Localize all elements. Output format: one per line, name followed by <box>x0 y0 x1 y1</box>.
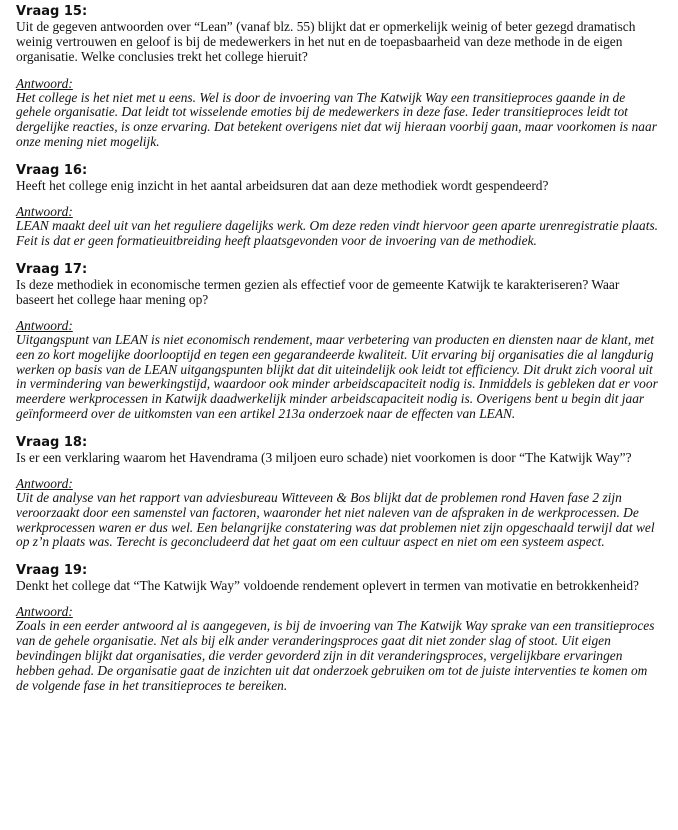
answer-label: Antwoord: <box>16 604 73 620</box>
question-text: Uit de gegeven antwoorden over “Lean” (vanaf blz. 55) blijkt dat er opmerkelijk weinig of beter gezegd dramatisch weinig vertrouwen en geloof is bij de medewerkers in het nut en de toepasbaarheid van deze methode in de eigen organisatie. Welke conclusies trekt het college hieruit? <box>16 19 636 65</box>
answer-text: Uit de analyse van het rapport van adviesbureau Witteveen & Bos blijkt dat de problemen rond Haven fase 2 zijn veroorzaakt door een samenstel van factoren, waaronder het niet naleven van de afspraken in de werkprocessen. De werkprocessen waren er dus wel. Een belangrijke constatering was dat problemen niet zijn opgeschaald terwijl dat wel op z’n plaats was. Terecht is geconcludeerd dat het gaat om een cultuur aspect en niet om een systeem aspect. <box>16 489 655 550</box>
question-heading: Vraag 16: <box>16 162 88 178</box>
question-text: Heeft het college enig inzicht in het aantal arbeidsuren dat aan deze methodiek wordt gespendeerd? <box>16 177 549 193</box>
question-block-19 <box>16 563 660 693</box>
question-heading: Vraag 17: <box>16 261 88 277</box>
answer-text: Uitgangspunt van LEAN is niet economisch rendement, maar verbetering van producten en diensten naar de klant, met een zo kort mogelijke doorlooptijd en tegen een gegarandeerde kwaliteit. Uit ervaring bij organisaties die al langdurig werken op basis van de LEAN uitgangspunten blijkt dat dit uiteindelijk ook leidt tot efficiency. Dit drukt zich vooral uit in vermindering van bewerkingstijd, waardoor ook minder arbeidscapaciteit nodig is. Inmiddels is gebleken dat er voor meerdere werkprocessen in Katwijk daadwerkelijk minder arbeidscapaciteit nodig is. Overigens bent u begin dit jaar geïnformeerd over de uitkomsten van een artikel 213a onderzoek naar de effecten van LEAN. <box>16 332 658 421</box>
question-heading: Vraag 15: <box>16 4 88 19</box>
question-block-16 <box>16 163 660 249</box>
answer-label: Antwoord: <box>16 318 73 333</box>
question-block-18 <box>16 435 660 550</box>
question-heading: Vraag 18: <box>16 434 88 450</box>
question-block-17 <box>16 262 660 422</box>
question-text: Is deze methodiek in economische termen gezien als effectief voor de gemeente Katwijk te karakteriseren? Waar baseert het college haar mening op? <box>16 276 620 307</box>
answer-text: Zoals in een eerder antwoord al is aangegeven, is bij de invoering van The Katwijk Way sprake van een transitieproces van de gehele organisatie. Net als bij elk ander veranderingsproces gaat dit niet zonder slag of stoot. Uit eigen bevindingen blijkt dat organisaties, die verder gevorderd zijn in dit veranderingsproces, vergelijkbare ervaringen hebben gehad. De organisatie gaat de inzichten uit dat onderzoek gebruiken om tot de juiste interventies te komen om de volgende fase in het transitieproces te bereiken. <box>16 618 655 693</box>
answer-label: Antwoord: <box>16 204 73 219</box>
question-block-15 <box>16 4 660 150</box>
question-heading: Vraag 19: <box>16 563 88 579</box>
question-text: Denkt het college dat “The Katwijk Way” voldoende rendement oplevert in termen van motivatie en betrokkenheid? <box>16 578 639 594</box>
question-text: Is er een verklaring waarom het Havendrama (3 miljoen euro schade) niet voorkomen is door “The Katwijk Way”? <box>16 449 632 465</box>
answer-text: Het college is het niet met u eens. Wel is door de invoering van The Katwijk Way een transitieproces gaande in de gehele organisatie. Dat leidt tot wisselende emoties bij de medewerkers in deze fase. Ieder transitieproces leidt tot dergelijke reacties, is onze ervaring. Dat betekent overigens niet dat wij hieraan voorbij gaan, maar voorkomen is naar onze mening niet mogelijk. <box>16 89 657 149</box>
answer-label: Antwoord: <box>16 475 73 491</box>
answer-text: LEAN maakt deel uit van het reguliere dagelijks werk. Om deze reden vindt hiervoor geen aparte urenregistratie plaats. Feit is dat er geen formatieuitbreiding heeft plaatsgevonden voor de invoering van de methodiek. <box>16 218 658 248</box>
answer-label: Antwoord: <box>16 75 73 91</box>
